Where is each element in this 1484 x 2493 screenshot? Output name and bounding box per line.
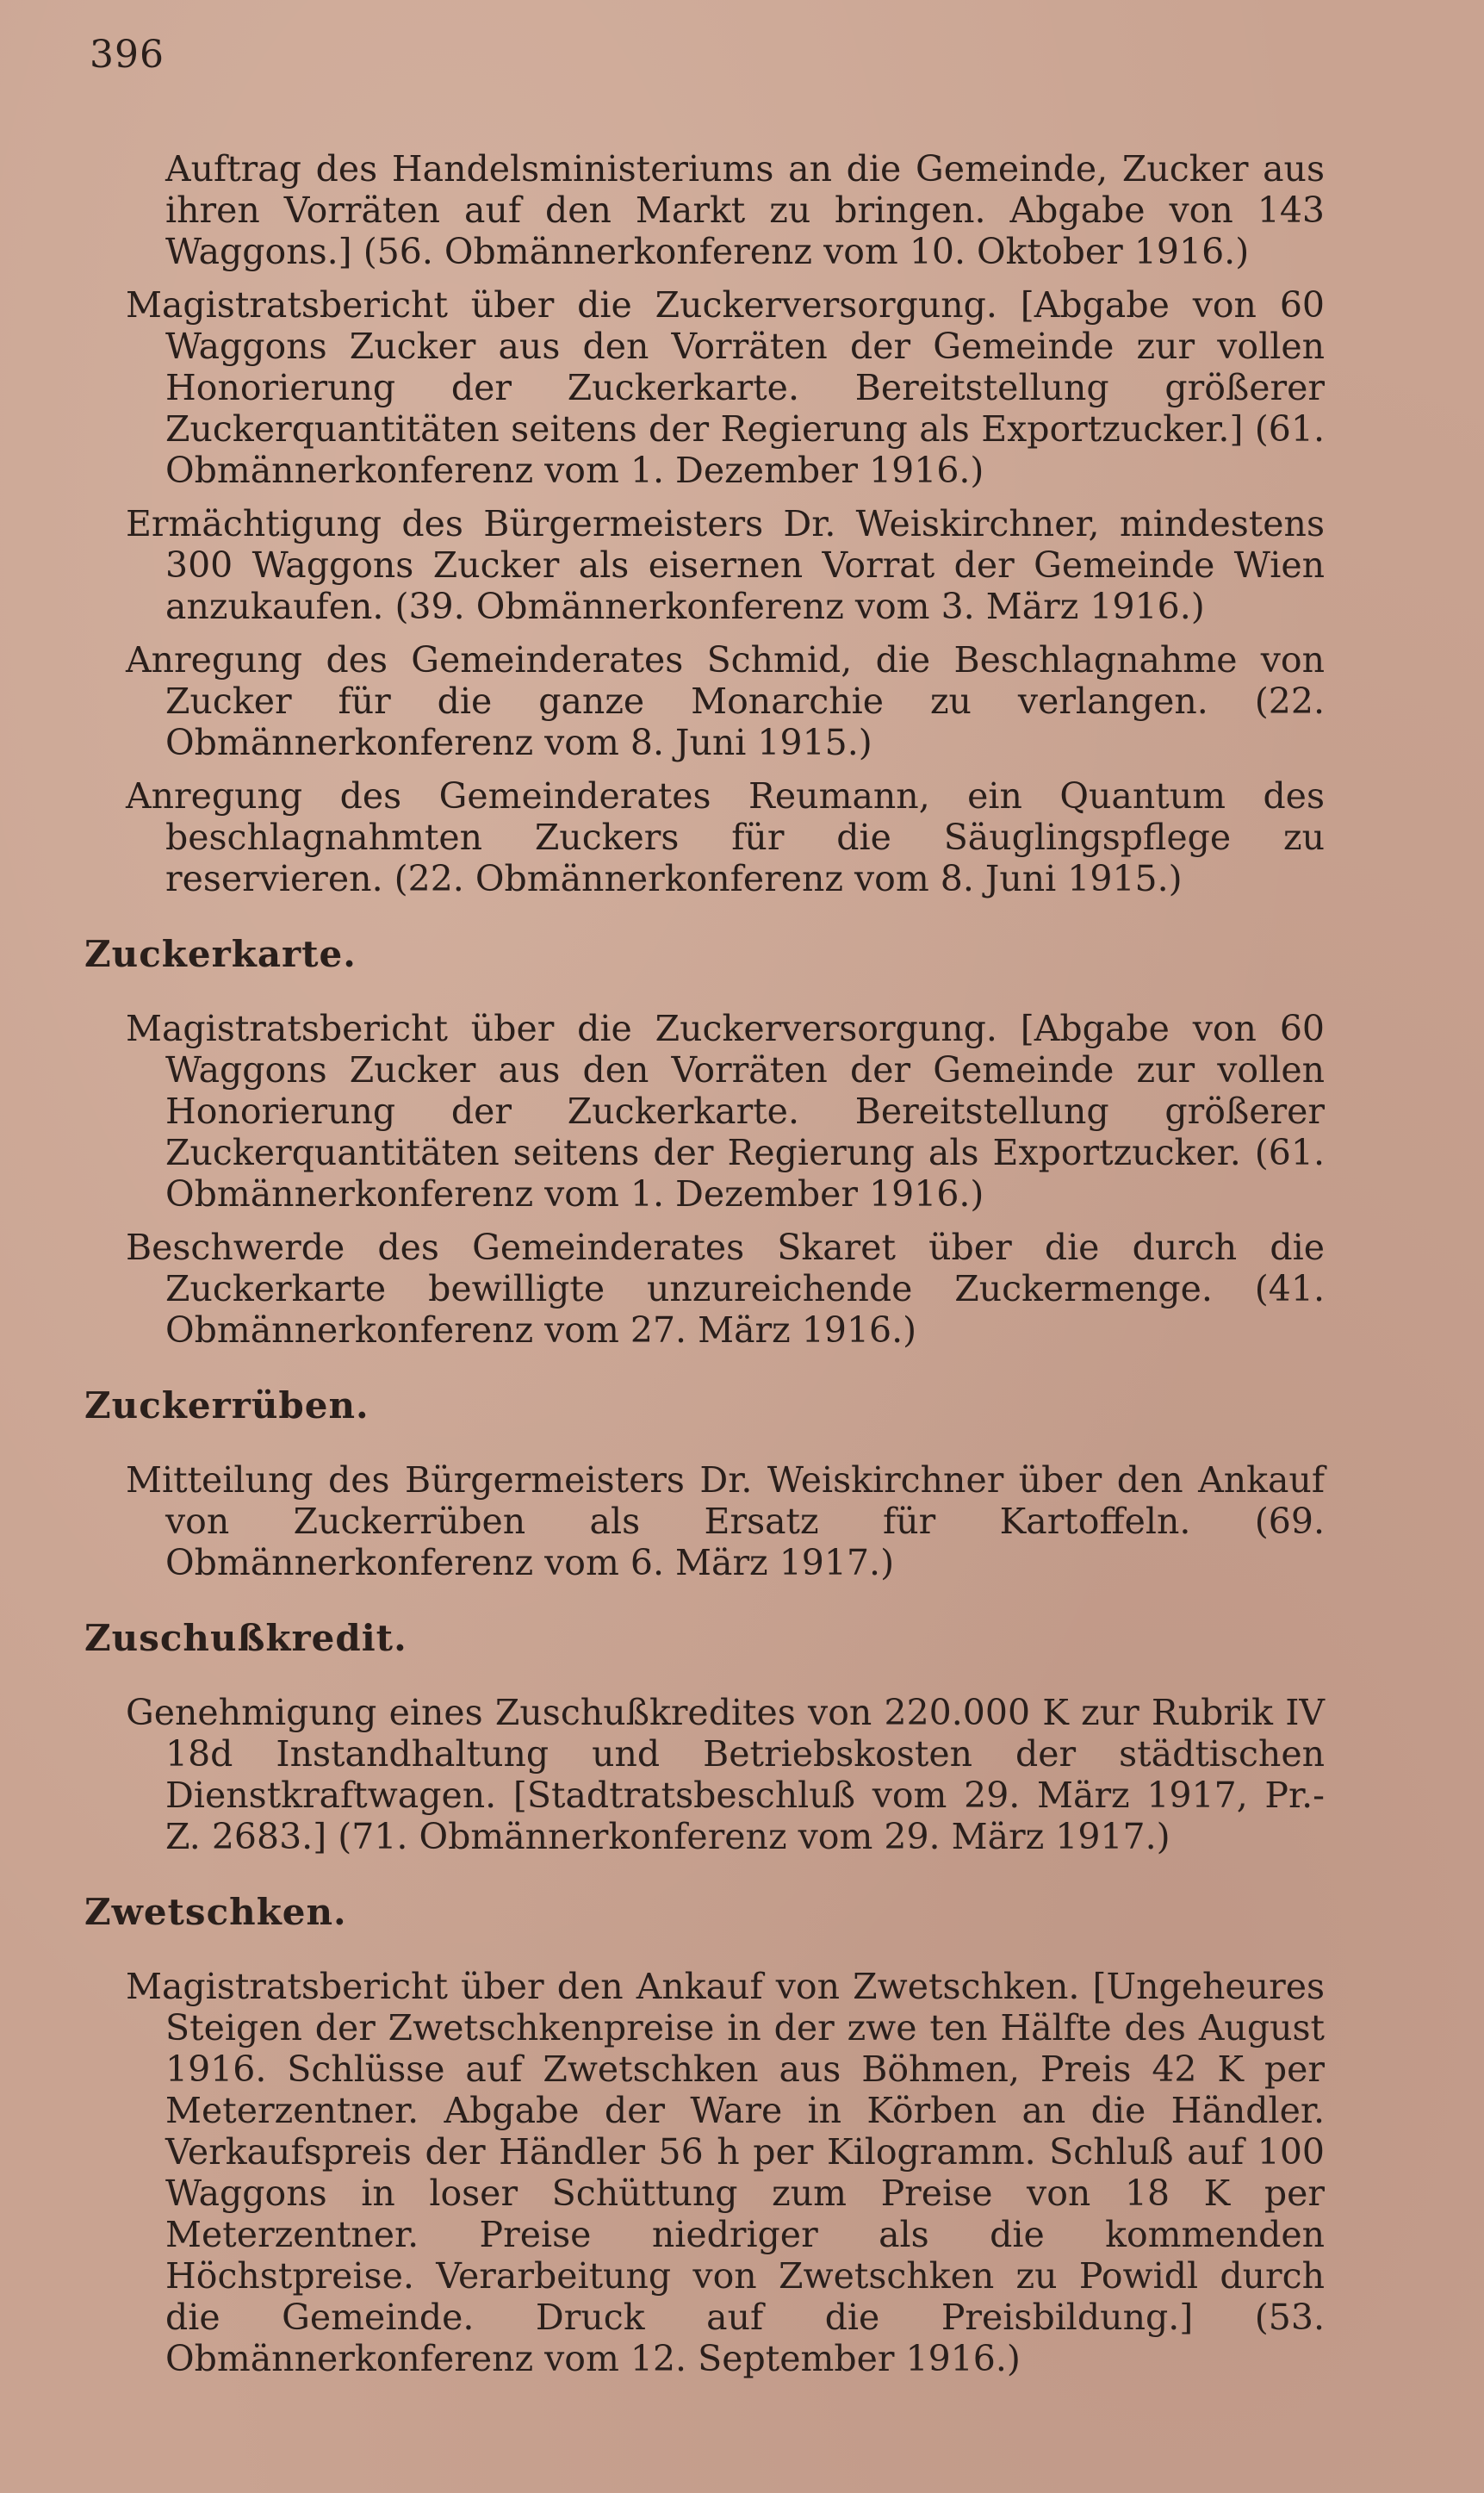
index-entry: Mitteilung des Bürgermeisters Dr. Weiskirchner über den Ankauf von Zuckerrüben als Ersatz für Kartoffeln. (69. Obmännerkonferenz vom 6. März 1917.) [126,1459,1325,1583]
index-entry: Anregung des Gemeinderates Reumann, ein Quantum des beschlagnahmten Zuckers für die Säuglingspflege zu reservieren. (22. Obmännerkonferenz vom 8. Juni 1915.) [126,775,1325,899]
index-entry: Genehmigung eines Zuschußkredites von 220.000 K zur Rubrik IV 18d Instandhaltung und Betriebskosten der städtischen Dienstkraftwagen. [Stadtratsbeschluß vom 29. März 1917, Pr.-Z. 2683.] (71. Obmännerkonferenz vom 29. März 1917.) [126,1692,1325,1857]
index-entry: Magistratsbericht über den Ankauf von Zwetschken. [Ungeheures Steigen der Zwetschkenpreise in der zwe ten Hälfte des August 1916. Schlüsse auf Zwetschken aus Böhmen, Preis 42 K per Meterzentner. Abgabe der Ware in Körben an die Händler. Verkaufspreis der Händler 56 h per Kilogramm. Schluß auf 100 Waggons in loser Schüttung zum Preise von 18 K per Meterzentner. Preise niedriger als die kommenden Höchstpreise. Verarbeitung von Zwetschken zu Powidl durch die Gemeinde. Druck auf die Preisbildung.] (53. Obmännerkonferenz vom 12. September 1916.) [126,1966,1325,2379]
section-zuckerrueben [84,1382,1325,1583]
index-entry: Magistratsbericht über die Zuckerversorgung. [Abgabe von 60 Waggons Zucker aus den Vorräten der Gemeinde zur vollen Honorierung der Zuckerkarte. Bereitstellung größerer Zuckerquantitäten seitens der Regierung als Exportzucker. (61. Obmännerkonferenz vom 1. Dezember 1916.) [126,1008,1325,1215]
index-content [84,148,1325,2391]
section-heading: Zuckerrüben. [84,1384,369,1427]
section-zucker-continued [84,284,1325,899]
section-heading: Zuckerkarte. [84,933,357,975]
section-zuckerkarte [84,930,1325,1351]
index-entry: Anregung des Gemeinderates Schmid, die Beschlagnahme von Zucker für die ganze Monarchie zu verlangen. (22. Obmännerkonferenz vom 8. Juni 1915.) [126,639,1325,763]
index-entry: Magistratsbericht über die Zuckerversorgung. [Abgabe von 60 Waggons Zucker aus den Vorräten der Gemeinde zur vollen Honorierung der Zuckerkarte. Bereitstellung größerer Zuckerquantitäten seitens der Regierung als Exportzucker.] (61. Obmännerkonferenz vom 1. Dezember 1916.) [126,284,1325,491]
index-entry: Ermächtigung des Bürgermeisters Dr. Weiskirchner, mindestens 300 Waggons Zucker als eisernen Vorrat der Gemeinde Wien anzukaufen. (39. Obmännerkonferenz vom 3. März 1916.) [126,503,1325,627]
section-heading: Zuschußkredit. [84,1617,407,1659]
section-heading: Zwetschken. [84,1891,347,1933]
index-entry: Beschwerde des Gemeinderates Skaret über die durch die Zuckerkarte bewilligte unzureichende Zuckermenge. (41. Obmännerkonferenz vom 27. März 1916.) [126,1227,1325,1351]
page-number: 396 [90,33,165,77]
continued-entry: Auftrag des Handelsministeriums an die Gemeinde, Zucker aus ihren Vorräten auf den Markt zu bringen. Abgabe von 143 Waggons.] (56. Obmännerkonferenz vom 10. Oktober 1916.) [165,148,1325,272]
section-zwetschken [84,1888,1325,2379]
section-zuschusskredit [84,1614,1325,1857]
